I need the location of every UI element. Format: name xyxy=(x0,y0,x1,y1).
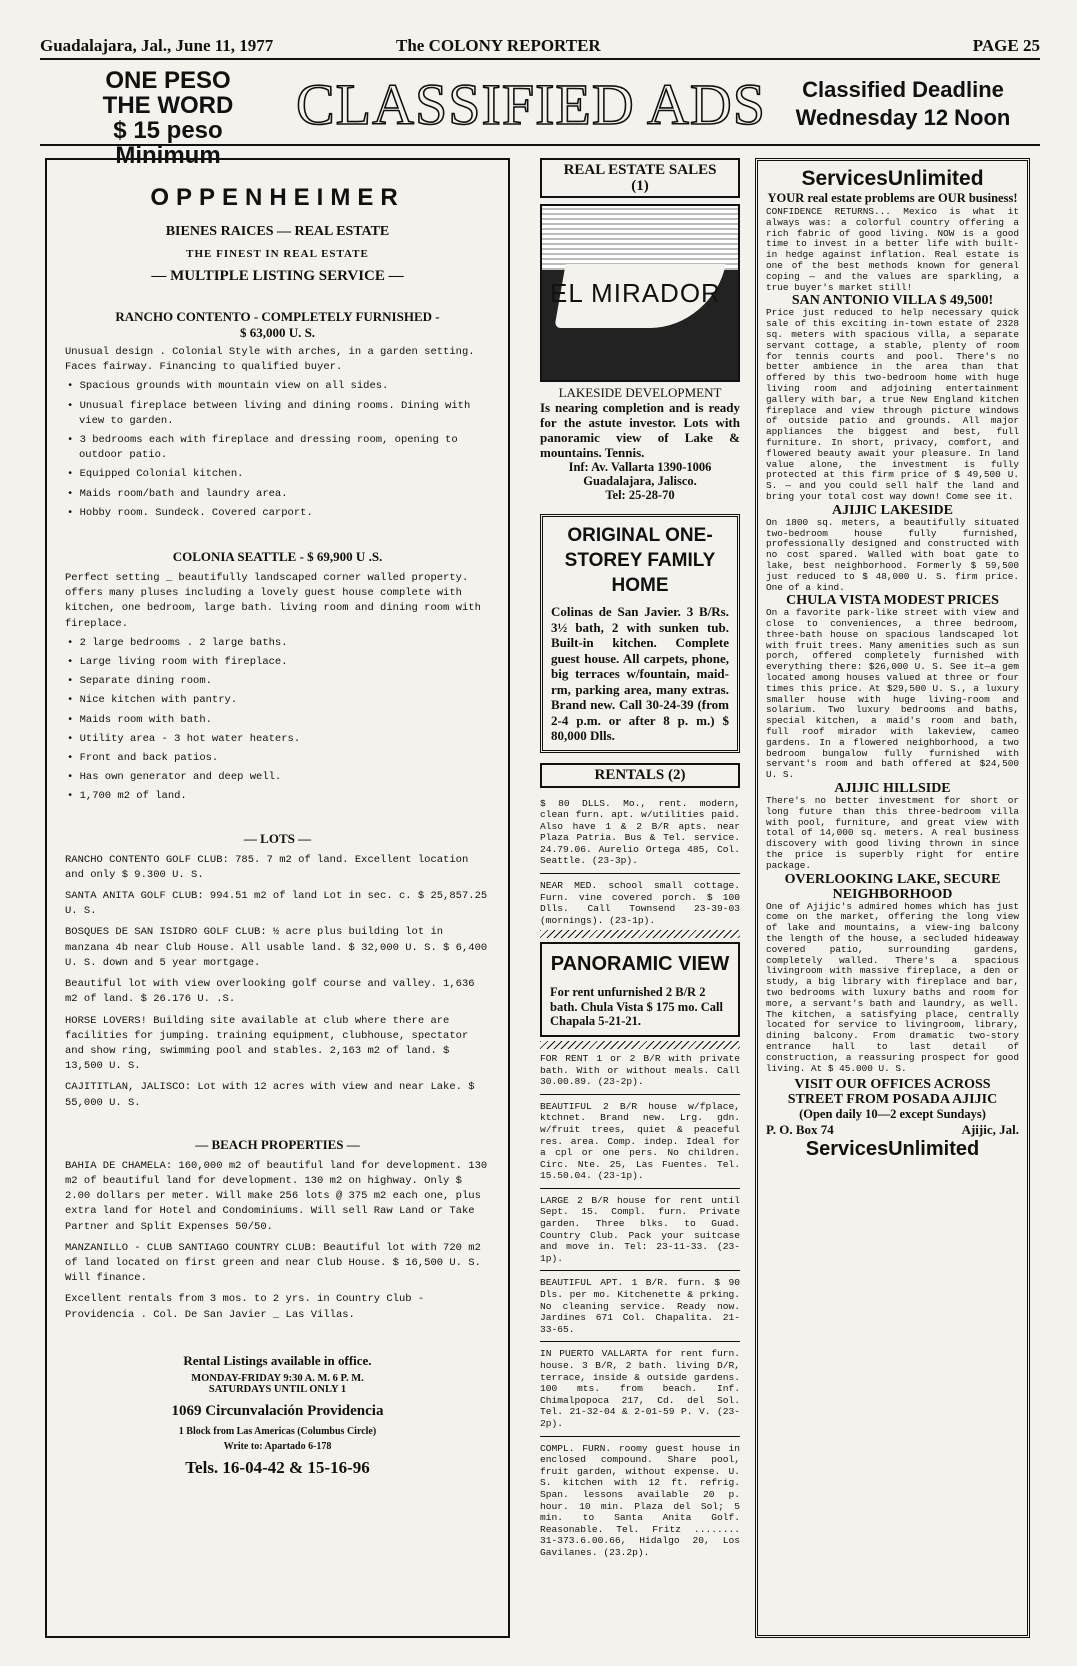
rate-line-2: THE WORD xyxy=(102,92,234,119)
listing-text-4: There's no better investment for short or long future than this three-bedroom villa with pool, furniture, and great view with total of 14,000 sq. meters. A real business discovery with good living thrown in since the price is superbly right for entire package. xyxy=(766,795,1019,871)
list-item: • Unusual fireplace between living and dining rooms. Dining with view to garden. xyxy=(67,399,471,427)
paper-name: The COLONY REPORTER xyxy=(396,36,601,55)
list-item: • 2 large bedrooms . 2 large baths. xyxy=(67,636,288,649)
services-footer: ServicesUnlimited xyxy=(805,1138,980,1161)
listing-text-2: On 1800 sq. meters, a beautifully situated two-bedroom house fully furnished, professionally designed and constructed with no cost spared. Walled with boat gate to lake, best neighborhood. Formerly $ 59,500 just reduced to $ 48,000 U. S. firm price. One of a kind. xyxy=(766,516,1019,593)
listing-heading-5: OVERLOOKING LAKE, SECURE NEIGHBORHOOD xyxy=(784,871,1001,902)
listing-heading-2: AJIJIC LAKESIDE xyxy=(832,502,953,518)
deadline-line-2: Wednesday 12 Noon xyxy=(795,105,1011,130)
list-item: Excellent rentals from 3 mos. to 2 yrs. in Country Club - Providencia . Col. De San Javier _ Las Villas. xyxy=(65,1293,425,1321)
sales-heading-num: (1) xyxy=(631,178,649,194)
banner-rule xyxy=(40,144,1040,146)
services-unlimited-ad xyxy=(755,158,1030,1638)
header-rule xyxy=(40,58,1040,60)
storey-text: Colinas de San Javier. 3 B/Rs. 3½ bath, 2 with sunken tub. Built-in kitchen. Complete guest house. All carpets, phone, big terraces w/fountain, maid-rm, parking area, many extras. Brand new. Call 30-24-39 (from 2-4 p.m. or after 8 p. m.) $ 80,000 Dlls. xyxy=(551,604,729,743)
rancho-title: RANCHO CONTENTO - COMPLETELY FURNISHED - xyxy=(115,309,440,324)
list-item: HORSE LOVERS! Building site available at club where there are facilities for jumping. training equipment, clubhouse, spectator and show ring, swimming pool and stables. 2,163 m2 of land. $ 13,500 U. S. xyxy=(65,1014,469,1073)
wavy-border xyxy=(540,930,740,938)
rental-ad-6: BEAUTIFUL APT. 1 B/R. furn. $ 90 Dls. per mo. Kitchenette & prking. No cleaning service. Ready now. Jardines 671 Col. Chapalita. 21-33-65. xyxy=(540,1277,740,1335)
separator xyxy=(540,1094,740,1095)
office-hours-1: MONDAY-FRIDAY 9:30 A. M. 6 P. M. xyxy=(191,1372,364,1384)
beach-heading: — BEACH PROPERTIES — xyxy=(195,1136,360,1152)
list-item: BOSQUES DE SAN ISIDRO GOLF CLUB: ½ acre plus building lot in manzana 4b near Club House. All usable land. $ 32,000 U. S. $ 6,400 U. S. down and 5 year mortgage. xyxy=(65,926,488,969)
separator xyxy=(540,1188,740,1189)
office-write: Write to: Apartado 6-178 xyxy=(223,1440,332,1452)
oppenheimer-tagline: BIENES RAICES — REAL ESTATE xyxy=(165,224,390,239)
office-block: 1 Block from Las Americas (Columbus Circle) xyxy=(178,1425,377,1437)
list-item: BAHIA DE CHAMELA: 160,000 m2 of beautiful land for development. 130 m2 of beautiful land for development. 130 m2 on highway. Only $ 2.00 dollars per meter. Will make 256 lots @ 375 m2 each one, plus extra land for Hotel and Condominiums. Will sell Raw Land or Take Partner and Split Expenses 50/50. xyxy=(65,1159,488,1233)
list-item: • Nice kitchen with pantry. xyxy=(67,694,238,707)
panoramic-ad xyxy=(540,942,740,1037)
panoramic-text: For rent unfurnished 2 B/R 2 bath. Chula Vista $ 175 mo. Call Chapala 5-21-21. xyxy=(550,985,723,1029)
rate-line-1: ONE PESO xyxy=(105,67,231,94)
middle-column xyxy=(540,158,740,1559)
rental-ad-1: $ 80 DLLS. Mo., rent. modern, clean furn. apt. w/utilities paid. Also have 1 & 2 B/R apts. near Plaza Patria. Bus & Tel. service. 24.79.06. Aurelio Ortega 485, Col. Seattle. (23-3p). xyxy=(540,797,740,867)
listing-text-1: Price just reduced to help necessary quick sale of this exciting in-town estate of 2328 sq. meters with spacious villa, a separate servant cottage, a stable, plenty of room for tennis courts and pool. There's no better ambience in the area than that offered by this two-bedroom home with huge living room and adjoining entertainment gallery with bar, a true New England kitchen fireplace and view through picture windows of outside patio and grounds. All major appliances the biggest and best, full furniture. In short, privacy, comfort, and flowered beauty await your pleasure. In land value alone, the investment is fully protected at this firm price of $ 49,500 U. S. — and you could sell half the land and bring your total cost way down! Come see it. xyxy=(766,307,1019,502)
colonia-desc: Perfect setting _ beautifully landscaped corner walled property. offers many pluses including a lovely guest house complete with kitchen, one bedroom, large bath. living room and dining room with fireplace. xyxy=(65,572,481,630)
ajijic-jal: Ajijic, Jal. xyxy=(961,1122,1019,1138)
po-box: P. O. Box 74 xyxy=(766,1122,834,1138)
sales-heading xyxy=(540,158,740,198)
colonia-features xyxy=(65,636,490,805)
listing-heading-3: CHULA VISTA MODEST PRICES xyxy=(786,593,999,609)
listing-text-5: One of Ajijic's admired homes which has just come on the market, offering the long view of lake and mountains, a view-ing balcony the length of the house, a secluded hideaway covered patio, surrounding gardens, completely walled. There's a spacious livingroom with massive fireplace, a den or study, a big library with fireplace and bar, two bedrooms with luxury baths and room for more, a servant's bath and laundry, as well. The kitchen, a satisfying place, centrally located for service to livingroom, library, dining balcony. From dramatic two-story entrance hall to last detail of construction, a reassuring prospect for good living. At $ 45.000 U. S. xyxy=(766,900,1019,1074)
list-item: • Equipped Colonial kitchen. xyxy=(67,468,244,481)
classified-ads-title xyxy=(296,72,766,134)
oppenheimer-name: OPPENHEIMER xyxy=(150,184,405,211)
lots-heading: — LOTS — xyxy=(243,830,312,846)
deadline-block xyxy=(773,76,1033,132)
sales-heading-text: REAL ESTATE SALES xyxy=(563,162,717,178)
list-item: • Maids room with bath. xyxy=(67,713,212,726)
rancho-desc: Unusual design . Colonial Style with arches, in a garden setting. Faces fairway. Financing to qualified buyer. xyxy=(65,346,475,374)
list-item: • Maids room/bath and laundry area. xyxy=(67,487,288,500)
mirador-inf: Inf: Av. Vallarta 1390-1006 Guadalajara, Jalisco. xyxy=(568,460,712,488)
deadline-line-1: Classified Deadline xyxy=(802,77,1004,102)
rentals-heading: RENTALS (2) xyxy=(540,763,740,788)
office-tels: Tels. 16-04-42 & 15-16-96 xyxy=(185,1457,370,1477)
classified-title-text: CLASSIFIED ADS xyxy=(296,72,766,134)
mirador-logo-text: EL MIRADOR xyxy=(550,278,721,308)
listing-text-3: On a favorite park-like street with view and close to conveniences, a three bedroom, three-bath house on spacious landscaped lot with fruit trees. Many amenities such as sun porch, offered completely furnished with everything there: $26,000 U. S. See it—a gem located among houses valued at three or four times this price. At $29,500 U. S., a luxury smaller house with huge living-room and solarium. Two luxury bedrooms and baths, special kitchen, a maid's room and bath, full roof mirador with lakeview, cameo gardens. In a flowered neighborhood, a two bedroom bungalow fully furnished with servant's room and bath offered at $24,500 U. S. xyxy=(766,607,1019,781)
list-item: SANTA ANITA GOLF CLUB: 994.51 m2 of land Lot in sec. c. $ 25,857.25 U. S. xyxy=(65,890,488,918)
rental-ad-2: NEAR MED. school small cottage. Furn. vine covered porch. $ 100 Dlls. Call Townsend 23-39-03 (mornings). (23-1p). xyxy=(540,880,740,926)
list-item: • Hobby room. Sundeck. Covered carport. xyxy=(67,506,313,519)
separator xyxy=(540,873,740,874)
oppenheimer-finest: THE FINEST IN REAL ESTATE xyxy=(186,248,369,260)
separator xyxy=(540,1341,740,1342)
list-item: • Spacious grounds with mountain view on all sides. xyxy=(67,380,389,393)
list-item: • Large living room with fireplace. xyxy=(67,656,288,669)
mirador-sky xyxy=(542,206,738,270)
rate-line-3: $ 15 peso Minimum xyxy=(113,117,223,169)
lots-list xyxy=(65,853,490,1111)
list-item: • Separate dining room. xyxy=(67,675,212,688)
page-number: PAGE 25 xyxy=(972,36,1040,55)
rental-ad-5: LARGE 2 B/R house for rent until Sept. 15. Compl. furn. Private garden. Three blks. to Guad. Country Club. Pack your suitcase and move in. Tel: 23-11-33. (23-1p). xyxy=(540,1194,740,1264)
dateline: Guadalajara, Jal., June 11, 1977 xyxy=(40,36,274,55)
beach-list xyxy=(65,1159,490,1323)
listing-heading-1: SAN ANTONIO VILLA $ 49,500! xyxy=(791,293,994,309)
mirador-title: LAKESIDE DEVELOPMENT xyxy=(558,385,722,400)
list-item: MANZANILLO - CLUB SANTIAGO COUNTRY CLUB: Beautiful lot with 720 m2 of land located on first green and near Club House. $ 16,500 U. S. Will finance. xyxy=(65,1241,481,1285)
list-item: CAJITITLAN, JALISCO: Lot with 12 acres with view and near Lake. $ 55,000 U. S. xyxy=(65,1081,475,1109)
list-item: • Utility area - 3 hot water heaters. xyxy=(67,732,301,745)
mirador-logo xyxy=(540,204,740,382)
list-item: • Front and back patios. xyxy=(67,752,219,765)
rate-block xyxy=(58,68,278,168)
panoramic-heading: PANORAMIC VIEW xyxy=(550,953,730,976)
mirador-text: Is nearing completion and is ready for the astute investor. Lots with panoramic view of Lake & mountains. Tennis. xyxy=(540,400,740,460)
oppenheimer-ad xyxy=(45,158,510,1638)
rental-ad-7: IN PUERTO VALLARTA for rent furn. house. 3 B/R, 2 bath. living D/R, terrace, inside & outside gardens. 100 mts. from beach. Inf. Chimalpopoca 217, Cd. del Sol. Tel. 21-32-04 & 2-01-59 P. V. (23-2p). xyxy=(540,1348,740,1429)
storey-ad xyxy=(540,514,740,753)
oppenheimer-mls: — MULTIPLE LISTING SERVICE — xyxy=(151,268,404,284)
listing-heading-4: AJIJIC HILLSIDE xyxy=(834,781,951,797)
services-lead: YOUR real estate problems are OUR business! xyxy=(767,191,1018,205)
open-hours: (Open daily 10—2 except Sundays) xyxy=(799,1107,986,1122)
list-item: • 3 bedrooms each with fireplace and dressing room, opening to outdoor patio. xyxy=(67,434,458,462)
po-line xyxy=(766,1122,1019,1138)
rancho-features xyxy=(65,379,490,521)
office-address: 1069 Circunvalación Providencia xyxy=(171,1402,384,1419)
mirador-tel: Tel: 25-28-70 xyxy=(605,488,675,502)
wavy-border xyxy=(540,1041,740,1049)
services-confidence: CONFIDENCE RETURNS... Mexico is what it always was: a colorful country offering a rich fabric of good living. NOW is a good time to invest in a better life with built-in hedge against inflation. Real estate is one of the best methods known for general coping — and the values are sparkling, a true buyer's market still! xyxy=(766,206,1019,293)
colonia-title: COLONIA SEATTLE - $ 69,900 U .S. xyxy=(172,549,383,565)
separator xyxy=(540,1436,740,1437)
rental-ad-4: BEAUTIFUL 2 B/R house w/fplace, ktchnet. Brand new. Lrg. gdn. w/fruit trees, quiet & peaceful res. area. Comp. indep. Ideal for a cpl or one pers. No children. Circ. Nte. 25, Las Fuentes. Tel. 15.50.04. (23-1p). xyxy=(540,1100,740,1182)
rental-listings: Rental Listings available in office. xyxy=(183,1352,372,1368)
visit-offices: VISIT OUR OFFICES ACROSS STREET FROM POSADA AJIJIC xyxy=(787,1077,998,1108)
list-item: • 1,700 m2 of land. xyxy=(67,790,187,803)
rancho-price: $ 63,000 U. S. xyxy=(239,325,316,340)
rental-ad-8: COMPL. FURN. roomy guest house in enclosed compound. Share pool, fruit garden, without expense. U. S. kitchen with 12 ft. refrig. Span. lessons available 20 p. hour. 10 min. Plaza del Sol; 5 min. to Santa Anita Golf. Reasonable. Tel. Fritz ........ 31-373.6.00.66, Hidalgo 20, Los Gavilanes. (23.2p). xyxy=(540,1442,740,1558)
list-item: Beautiful lot with view overlooking golf course and valley. 1,636 m2 of land. $ 26.176 U. .S. xyxy=(65,978,475,1006)
rental-ad-3: FOR RENT 1 or 2 B/R with private bath. With or without meals. Call 30.00.89. (23-2p). xyxy=(540,1052,740,1088)
list-item: RANCHO CONTENTO GOLF CLUB: 785. 7 m2 of land. Excellent location and only $ 9.300 U. S. xyxy=(65,853,469,881)
list-item: • Has own generator and deep well. xyxy=(67,771,282,784)
services-title: ServicesUnlimited xyxy=(801,167,984,190)
office-hours-2: SATURDAYS UNTIL ONLY 1 xyxy=(208,1383,347,1395)
separator xyxy=(540,1270,740,1271)
storey-heading: ORIGINAL ONE-STOREY FAMILY HOME xyxy=(564,525,716,596)
